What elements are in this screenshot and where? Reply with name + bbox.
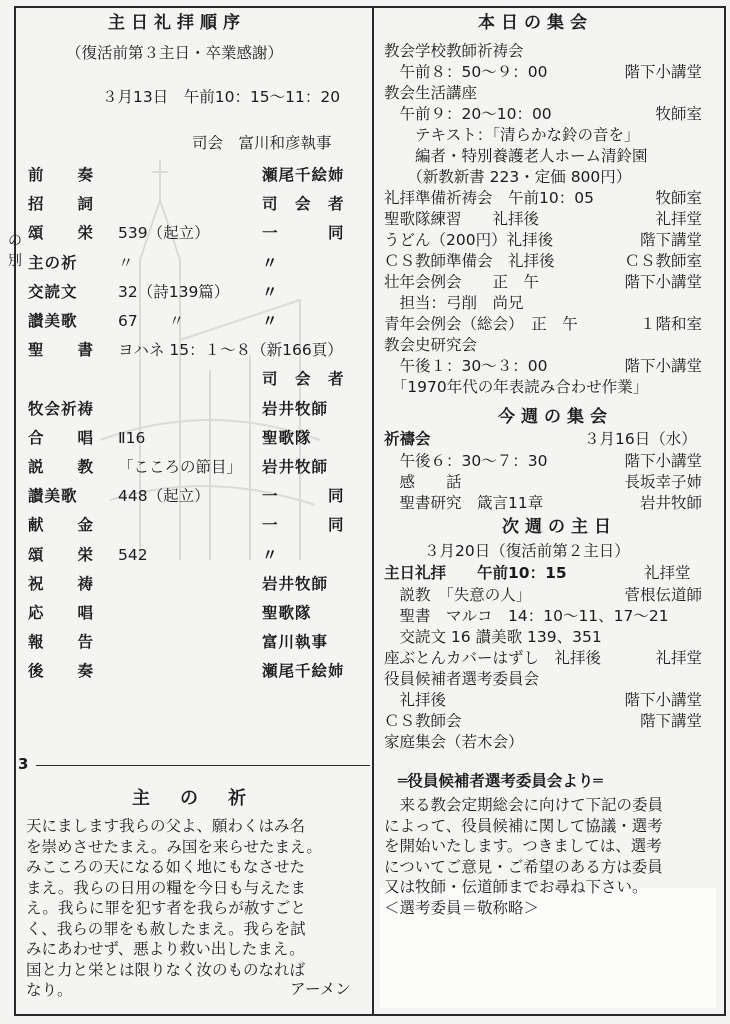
worship-order-title: 主日礼拝順序	[108, 13, 246, 33]
order-item: 後 奏	[28, 662, 95, 681]
worship-presider: 司会 富川和彦執事	[192, 134, 332, 152]
order-item: 頌 栄	[28, 224, 95, 243]
order-detail: 32（詩139篇）	[118, 282, 230, 301]
schedule-line: 聖書 マルコ 14：10〜11、17〜21	[384, 607, 669, 625]
order-item: 応 唱	[28, 604, 95, 622]
prayer-amen: アーメン	[290, 980, 351, 998]
order-item: 主の祈	[28, 253, 78, 272]
order-person: 一 同	[262, 516, 345, 535]
order-person: 一 同	[262, 224, 345, 243]
schedule-line: 午前９：20〜10：00	[384, 105, 552, 123]
order-item: 頌 栄	[28, 545, 95, 564]
schedule-place: 階下小講堂	[624, 691, 702, 709]
order-detail: 448（起立）	[118, 487, 210, 506]
order-item: 合 唱	[28, 428, 95, 447]
schedule-place: 長坂幸子姉	[624, 473, 702, 491]
order-item: 讃美歌	[28, 312, 78, 330]
schedule-line: テキスト：「清らかな鈴の音を」	[384, 126, 640, 144]
schedule-line: ＣＳ教師準備会 礼拝後	[384, 252, 555, 270]
schedule-line: 礼拝後	[384, 691, 447, 709]
schedule-line: 家庭集会（若木会）	[384, 733, 524, 751]
schedule-place: １階和室	[639, 315, 702, 333]
order-person: 瀬尾千絵姉	[262, 166, 345, 184]
order-item: 交読文	[28, 282, 78, 301]
schedule-place: 牧師室	[655, 105, 702, 123]
schedule-place: 菅根伝道師	[624, 586, 702, 604]
schedule-line: 感 話	[384, 473, 462, 491]
schedule-line: 「1970年代の年表読み合わせ作業」	[384, 378, 649, 396]
notice-text: 来る教会定期総会に向けて下記の委員 によって、役員候補に関して協議・選考 を開始いたします。つきましては、選考 についてご意見・ご希望のある方は委員 又は牧師・伝道師までお尋ね下さい。 ＜選考委員＝敬称略＞	[384, 796, 664, 917]
order-person: 〃	[262, 282, 279, 301]
order-person: 一 同	[262, 487, 345, 506]
schedule-line: 役員候補者選考委員会	[384, 670, 540, 688]
schedule-place: 階下小講堂	[624, 357, 702, 375]
order-item: 前 奏	[28, 166, 95, 184]
order-person: 〃	[262, 312, 279, 330]
schedule-line: 聖書研究 箴言11章	[384, 494, 544, 512]
order-person: 司 会 者	[262, 370, 345, 389]
order-detail: 〃	[118, 253, 134, 272]
schedule-line: 座ぶとんカバーはずし 礼拝後	[384, 649, 602, 667]
schedule-place: 階下講堂	[639, 231, 702, 249]
order-item: 献 金	[28, 516, 95, 535]
page-number: 3	[18, 755, 29, 773]
today-meetings-title: 本日の集会	[478, 13, 593, 33]
column-divider	[372, 6, 374, 1016]
next-sunday-date: ３月20日（復活前第２主日）	[424, 542, 630, 560]
schedule-place: 礼拝堂	[655, 649, 702, 667]
lords-prayer-title: 主 の 祈	[132, 788, 252, 809]
worship-datetime: ３月13日 午前10：15〜11：20	[102, 88, 341, 106]
order-detail: 67 〃	[118, 312, 185, 330]
next-sunday-title: 次週の主日	[502, 517, 617, 537]
order-person: 聖歌隊	[262, 604, 312, 622]
schedule-line: 午後６：30〜７：30	[384, 452, 548, 470]
schedule-line: 説教 「失意の人」	[384, 586, 532, 604]
schedule-line: 担当：弓削 尚兄	[384, 294, 524, 312]
prayer-meeting-label: 祈禱会	[384, 430, 431, 448]
schedule-place: 礼拝堂	[655, 210, 702, 228]
order-person: 〃	[262, 253, 279, 272]
schedule-place: 階下小講堂	[624, 273, 702, 291]
schedule-line: うどん（200円）礼拝後	[384, 231, 554, 249]
schedule-place: 階下小講堂	[624, 63, 702, 81]
schedule-line: 青年会例会（総会） 正 午	[384, 315, 578, 333]
order-person: 岩井牧師	[262, 458, 329, 476]
margin-mark-2: 別	[8, 253, 22, 269]
schedule-line: ＣＳ教師会	[384, 712, 462, 730]
schedule-line: 壮年会例会 正 午	[384, 273, 540, 291]
page-number-rule	[36, 765, 370, 766]
notice-title: ═役員候補者選考委員会より═	[398, 772, 603, 790]
schedule-line: （新教新書 223・定価 800円）	[384, 168, 632, 186]
order-item: 説 教	[28, 458, 95, 476]
schedule-line: 聖歌隊練習 礼拝後	[384, 210, 540, 228]
order-person: 司 会 者	[262, 195, 345, 214]
order-person: 岩井牧師	[262, 574, 329, 593]
schedule-place: 階下講堂	[639, 712, 702, 730]
order-detail: 539（起立）	[118, 224, 210, 243]
order-item: 牧会祈祷	[28, 399, 95, 418]
schedule-place: 牧師室	[655, 189, 702, 207]
order-person: 聖歌隊	[262, 428, 312, 447]
week-meetings-title: 今週の集会	[498, 407, 613, 427]
order-item: 報 告	[28, 633, 95, 652]
order-person: 瀬尾千絵姉	[262, 662, 345, 681]
schedule-line: 教会史研究会	[384, 336, 478, 354]
lords-prayer-text: 天にまします我らの父よ、願わくはみ名 を崇めさせたまえ。み国を来らせたまえ。 みこころの天になる如く地にもなさせた まえ。我らの日用の糧を今日も与えたま え。我らに罪を犯す者を我らが赦すごと く、我らの罪をも赦したまえ。我らを試 みにあわせず、悪より救い出したまえ。 国と力と栄とは限りなく汝のものなれば なり。	[26, 817, 322, 999]
schedule-line: 編者・特別養護老人ホーム清鈴園	[384, 147, 648, 165]
order-person: 岩井牧師	[262, 399, 329, 418]
order-detail: ヨハネ 15：１〜８（新166頁）	[118, 341, 343, 360]
order-item: 祝 祷	[28, 574, 95, 593]
order-item: 招 詞	[28, 195, 95, 214]
next-worship-label: 主日礼拝 午前10：15	[384, 564, 567, 582]
order-detail: 「こころの節目」	[118, 458, 243, 476]
prayer-meeting-date: ３月16日（水）	[584, 430, 697, 448]
next-worship-place: 礼拝堂	[644, 564, 691, 582]
schedule-line: 午前８：50〜９：00	[384, 63, 548, 81]
order-person: 富川執事	[262, 633, 329, 652]
margin-mark-1: の	[8, 233, 22, 249]
order-person: 〃	[262, 545, 279, 564]
order-detail: Ⅱ16	[118, 428, 146, 447]
order-item: 讃美歌	[28, 487, 78, 506]
order-item: 聖 書	[28, 341, 95, 360]
schedule-line: 午後１：30〜３：00	[384, 357, 548, 375]
schedule-line: 交読文 16 讃美歌 139、351	[384, 628, 602, 646]
schedule-place: ＣＳ教師室	[624, 252, 702, 270]
worship-subtitle: （復活前第３主日・卒業感謝）	[66, 44, 284, 62]
schedule-place: 岩井牧師	[639, 494, 702, 512]
schedule-line: 教会生活講座	[384, 84, 478, 102]
schedule-line: 礼拝準備祈祷会 午前10：05	[384, 189, 594, 207]
schedule-place: 階下小講堂	[624, 452, 702, 470]
schedule-line: 教会学校教師祈祷会	[384, 42, 524, 60]
order-detail: 542	[118, 545, 148, 564]
